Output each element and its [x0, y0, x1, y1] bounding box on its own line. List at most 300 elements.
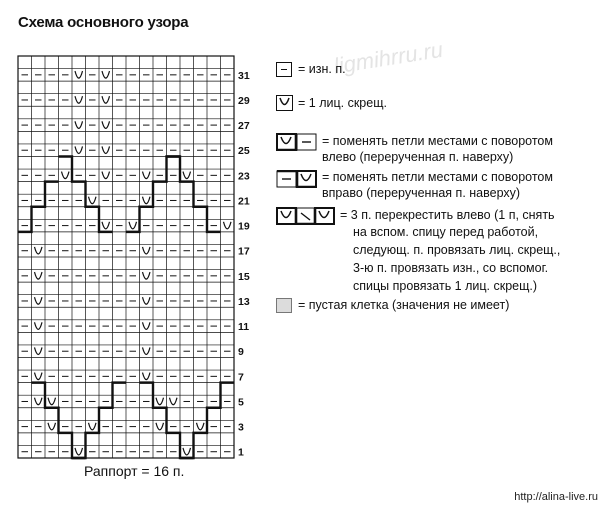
empty-row-cell: [86, 408, 100, 421]
legend-three-5: спицы провязать 1 лиц. скрещ.): [353, 279, 538, 293]
empty-row-cell: [32, 131, 46, 144]
empty-row-cell: [221, 232, 235, 245]
empty-row-cell: [126, 358, 140, 371]
row-number-label: 23: [238, 170, 250, 183]
empty-row-cell: [99, 56, 113, 69]
empty-row-cell: [167, 383, 181, 396]
empty-row-cell: [167, 207, 181, 220]
empty-row-cell: [140, 182, 154, 195]
empty-row-cell: [194, 383, 208, 396]
empty-row-cell: [140, 157, 154, 170]
empty-row-cell: [59, 56, 73, 69]
empty-row-cell: [45, 383, 59, 396]
empty-row-cell: [18, 106, 32, 119]
empty-row-cell: [59, 131, 73, 144]
knit-twisted-stitch: [48, 398, 56, 405]
empty-row-cell: [18, 56, 32, 69]
empty-row-cell: [113, 307, 127, 320]
knit-twisted-stitch: [143, 297, 151, 304]
empty-row-cell: [140, 106, 154, 119]
empty-row-cell: [113, 232, 127, 245]
empty-row-cell: [59, 307, 73, 320]
empty-row-cell: [72, 383, 86, 396]
knit-twisted-stitch: [89, 423, 97, 430]
empty-row-cell: [32, 182, 46, 195]
purl-symbol-icon: [276, 62, 292, 80]
empty-row-cell: [113, 282, 127, 295]
empty-row-cell: [167, 81, 181, 94]
empty-row-cell: [45, 182, 59, 195]
empty-row-cell: [153, 232, 167, 245]
empty-row-cell: [99, 307, 113, 320]
empty-row-cell: [32, 332, 46, 345]
empty-row-cell: [153, 81, 167, 94]
empty-row-cell: [72, 81, 86, 94]
empty-row-cell: [99, 207, 113, 220]
empty-row-cell: [207, 383, 221, 396]
knit-twisted-stitch: [35, 347, 43, 354]
empty-row-cell: [113, 56, 127, 69]
empty-row-cell: [140, 408, 154, 421]
empty-row-cell: [113, 257, 127, 270]
empty-row-cell: [45, 307, 59, 320]
empty-row-cell: [126, 182, 140, 195]
empty-row-cell: [99, 131, 113, 144]
empty-row-cell: [167, 182, 181, 195]
empty-row-cell: [194, 332, 208, 345]
empty-row-cell: [72, 282, 86, 295]
empty-row-cell: [140, 56, 154, 69]
empty-row-cell: [180, 131, 194, 144]
empty-row-cell: [45, 131, 59, 144]
knit-twisted-stitch: [35, 322, 43, 329]
empty-row-cell: [45, 332, 59, 345]
empty-row-cell: [207, 106, 221, 119]
empty-row-cell: [32, 81, 46, 94]
legend-three-1: = 3 п. перекрестить влево (1 п, снять: [340, 208, 555, 222]
empty-row-cell: [153, 182, 167, 195]
empty-row-cell: [194, 157, 208, 170]
empty-row-cell: [18, 433, 32, 446]
empty-row-cell: [32, 433, 46, 446]
knit-twisted-stitch: [170, 398, 178, 405]
empty-row-cell: [59, 383, 73, 396]
empty-row-cell: [194, 358, 208, 371]
empty-row-cell: [32, 408, 46, 421]
knit-twisted-stitch: [143, 172, 151, 179]
empty-row-cell: [59, 408, 73, 421]
row-number-label: 29: [238, 94, 250, 107]
empty-row-cell: [126, 408, 140, 421]
empty-row-cell: [140, 232, 154, 245]
empty-row-cell: [180, 332, 194, 345]
empty-row-cell: [126, 307, 140, 320]
empty-row-cell: [113, 131, 127, 144]
empty-row-cell: [113, 332, 127, 345]
knit-twisted-stitch: [102, 96, 110, 103]
empty-row-cell: [153, 383, 167, 396]
empty-row-cell: [18, 332, 32, 345]
empty-row-cell: [126, 433, 140, 446]
knit-twisted-stitch: [156, 423, 164, 430]
row-number-label: 19: [238, 220, 250, 233]
empty-row-cell: [126, 106, 140, 119]
empty-row-cell: [18, 408, 32, 421]
legend-cross-left-1: = поменять петли местами с поворотом: [322, 134, 553, 148]
empty-row-cell: [86, 131, 100, 144]
empty-row-cell: [32, 383, 46, 396]
watermark: ligmihrru.ru: [332, 36, 445, 79]
empty-row-cell: [45, 157, 59, 170]
repeat-label: Раппорт = 16 п.: [84, 463, 185, 479]
empty-row-cell: [99, 408, 113, 421]
knit-twisted-stitch: [48, 423, 56, 430]
empty-row-cell: [126, 56, 140, 69]
empty-row-cell: [18, 232, 32, 245]
legend-cross-left-2: влево (перерученная п. наверху): [322, 150, 514, 164]
empty-row-cell: [59, 358, 73, 371]
empty-row-cell: [45, 106, 59, 119]
empty-row-cell: [221, 56, 235, 69]
empty-row-cell: [126, 332, 140, 345]
empty-row-cell: [221, 408, 235, 421]
empty-row-cell: [221, 131, 235, 144]
empty-row-cell: [72, 358, 86, 371]
knit-twisted-stitch: [89, 197, 97, 204]
empty-row-cell: [18, 282, 32, 295]
empty-row-cell: [59, 106, 73, 119]
empty-row-cell: [207, 307, 221, 320]
empty-row-cell: [207, 131, 221, 144]
empty-row-cell: [72, 332, 86, 345]
empty-row-cell: [180, 257, 194, 270]
empty-row-cell: [126, 383, 140, 396]
knit-twisted-stitch: [75, 96, 83, 103]
empty-row-cell: [207, 433, 221, 446]
empty-row-cell: [126, 207, 140, 220]
empty-row-cell: [167, 307, 181, 320]
empty-row-cell: [99, 383, 113, 396]
empty-row-cell: [32, 307, 46, 320]
empty-row-cell: [86, 157, 100, 170]
empty-row-cell: [59, 157, 73, 170]
empty-row-cell: [45, 257, 59, 270]
empty-row-cell: [113, 207, 127, 220]
empty-row-cell: [113, 81, 127, 94]
knit-twisted-stitch: [102, 222, 110, 229]
empty-row-cell: [180, 358, 194, 371]
empty-row-cell: [45, 282, 59, 295]
empty-row-cell: [45, 56, 59, 69]
empty-row-cell: [72, 56, 86, 69]
row-number-label: 15: [238, 270, 250, 283]
empty-row-cell: [59, 332, 73, 345]
row-number-label: 9: [238, 346, 244, 359]
empty-row-cell: [194, 182, 208, 195]
empty-row-cell: [221, 358, 235, 371]
empty-row-cell: [126, 257, 140, 270]
knit-twisted-stitch: [224, 222, 232, 229]
empty-row-cell: [153, 106, 167, 119]
empty-row-cell: [18, 157, 32, 170]
empty-row-cell: [32, 232, 46, 245]
empty-row-cell: [140, 433, 154, 446]
empty-row-cell: [180, 182, 194, 195]
empty-row-cell: [140, 257, 154, 270]
empty-row-cell: [194, 81, 208, 94]
empty-row-cell: [180, 282, 194, 295]
empty-row-cell: [32, 282, 46, 295]
row-number-label: 1: [238, 446, 244, 459]
empty-row-cell: [207, 232, 221, 245]
knit-twisted-stitch: [35, 297, 43, 304]
row-number-label: 11: [238, 321, 250, 334]
empty-row-cell: [194, 433, 208, 446]
empty-row-cell: [32, 257, 46, 270]
row-number-label: 31: [238, 69, 250, 82]
empty-row-cell: [86, 433, 100, 446]
empty-row-cell: [207, 282, 221, 295]
row-number-label: 13: [238, 295, 250, 308]
empty-row-cell: [221, 332, 235, 345]
knit-twisted-stitch: [35, 247, 43, 254]
empty-row-cell: [167, 232, 181, 245]
empty-row-cell: [180, 56, 194, 69]
empty-row-cell: [180, 408, 194, 421]
empty-row-cell: [72, 433, 86, 446]
empty-row-cell: [167, 358, 181, 371]
empty-row-cell: [72, 182, 86, 195]
empty-row-cell: [126, 81, 140, 94]
knit-twisted-stitch: [183, 448, 191, 455]
cross-right-symbol-icon: [276, 170, 318, 193]
knit-twisted-stitch: [102, 172, 110, 179]
empty-row-cell: [86, 307, 100, 320]
empty-row-cell: [59, 81, 73, 94]
empty-row-cell: [207, 81, 221, 94]
knit-twisted-stitch: [183, 172, 191, 179]
empty-row-cell: [153, 131, 167, 144]
empty-row-cell: [86, 207, 100, 220]
empty-row-cell: [153, 358, 167, 371]
empty-row-cell: [18, 207, 32, 220]
empty-row-cell: [153, 332, 167, 345]
empty-row-cell: [18, 383, 32, 396]
empty-row-cell: [221, 157, 235, 170]
knit-twisted-stitch: [143, 197, 151, 204]
knit-twisted-stitch: [143, 272, 151, 279]
empty-row-cell: [72, 408, 86, 421]
empty-row-cell: [99, 257, 113, 270]
empty-row-cell: [99, 232, 113, 245]
knit-twisted-stitch: [102, 71, 110, 78]
chart-title: Схема основного узора: [18, 14, 189, 31]
knit-twisted-stitch: [102, 121, 110, 128]
empty-row-cell: [180, 232, 194, 245]
empty-row-cell: [153, 157, 167, 170]
legend-cross-right-1: = поменять петли местами с поворотом: [322, 170, 553, 184]
empty-row-cell: [194, 408, 208, 421]
empty-row-cell: [45, 207, 59, 220]
empty-row-cell: [221, 106, 235, 119]
empty-row-cell: [126, 157, 140, 170]
row-number-label: 17: [238, 245, 250, 258]
empty-row-cell: [180, 433, 194, 446]
knit-twisted-symbol-icon: [276, 95, 293, 116]
knit-twisted-stitch: [143, 373, 151, 380]
legend-cross-right-2: вправо (перерученная п. наверху): [322, 186, 521, 200]
knit-twisted-stitch: [75, 121, 83, 128]
empty-row-cell: [59, 232, 73, 245]
three-stitch-cross-symbol-icon: [276, 207, 336, 230]
empty-row-cell: [86, 81, 100, 94]
empty-row-cell: [153, 307, 167, 320]
empty-row-cell: [59, 182, 73, 195]
knit-twisted-stitch: [35, 398, 43, 405]
empty-row-cell: [207, 257, 221, 270]
empty-row-cell: [194, 232, 208, 245]
empty-row-cell: [72, 207, 86, 220]
empty-row-cell: [72, 307, 86, 320]
empty-row-cell: [86, 232, 100, 245]
empty-row-cell: [207, 332, 221, 345]
empty-row-cell: [207, 56, 221, 69]
empty-row-cell: [86, 383, 100, 396]
empty-row-cell: [167, 282, 181, 295]
empty-row-cell: [221, 81, 235, 94]
empty-row-cell: [167, 433, 181, 446]
empty-row-cell: [113, 358, 127, 371]
empty-row-cell: [194, 257, 208, 270]
empty-row-cell: [72, 131, 86, 144]
empty-row-cell: [45, 358, 59, 371]
empty-row-cell: [99, 81, 113, 94]
empty-row-cell: [18, 257, 32, 270]
row-number-label: 3: [238, 421, 244, 434]
knit-twisted-stitch: [129, 222, 137, 229]
empty-row-cell: [113, 182, 127, 195]
empty-row-cell: [167, 408, 181, 421]
empty-row-cell: [207, 182, 221, 195]
empty-row-cell: [167, 56, 181, 69]
empty-row-cell: [18, 131, 32, 144]
empty-row-cell: [194, 307, 208, 320]
empty-row-cell: [86, 282, 100, 295]
empty-row-cell: [18, 307, 32, 320]
empty-row-cell: [140, 307, 154, 320]
empty-row-cell: [32, 157, 46, 170]
row-number-label: 5: [238, 396, 244, 409]
empty-row-cell: [72, 157, 86, 170]
empty-row-cell: [86, 56, 100, 69]
empty-row-cell: [99, 433, 113, 446]
empty-row-cell: [221, 207, 235, 220]
empty-row-cell: [86, 358, 100, 371]
empty-row-cell: [153, 408, 167, 421]
legend-three-3: следующ. п. провязать лиц. скрещ.,: [353, 243, 561, 257]
empty-row-cell: [113, 383, 127, 396]
empty-row-cell: [180, 157, 194, 170]
empty-row-cell: [140, 81, 154, 94]
empty-row-cell: [126, 282, 140, 295]
empty-cell-symbol-icon: [276, 298, 292, 316]
empty-row-cell: [221, 282, 235, 295]
knit-twisted-stitch: [35, 373, 43, 380]
legend-three-2: на вспом. спицу перед работой,: [353, 225, 539, 239]
empty-row-cell: [72, 257, 86, 270]
cross-left-symbol-icon: [276, 133, 318, 156]
empty-row-cell: [194, 282, 208, 295]
empty-row-cell: [32, 56, 46, 69]
empty-row-cell: [180, 81, 194, 94]
empty-row-cell: [221, 257, 235, 270]
empty-row-cell: [153, 282, 167, 295]
empty-row-cell: [180, 207, 194, 220]
empty-row-cell: [99, 332, 113, 345]
empty-row-cell: [72, 106, 86, 119]
row-number-label: 7: [238, 371, 244, 384]
empty-row-cell: [180, 383, 194, 396]
knit-twisted-stitch: [35, 272, 43, 279]
empty-row-cell: [99, 358, 113, 371]
empty-row-cell: [113, 157, 127, 170]
empty-row-cell: [113, 106, 127, 119]
empty-row-cell: [45, 408, 59, 421]
row-number-label: 21: [238, 195, 250, 208]
empty-row-cell: [32, 106, 46, 119]
empty-row-cell: [167, 257, 181, 270]
empty-row-cell: [140, 282, 154, 295]
footer-url: http://alina-live.ru: [514, 491, 598, 503]
empty-row-cell: [167, 157, 181, 170]
row-number-label: 25: [238, 145, 250, 158]
empty-row-cell: [153, 56, 167, 69]
empty-row-cell: [207, 408, 221, 421]
empty-row-cell: [59, 207, 73, 220]
knit-twisted-stitch: [75, 146, 83, 153]
empty-row-cell: [99, 157, 113, 170]
empty-row-cell: [113, 433, 127, 446]
empty-row-cell: [45, 433, 59, 446]
empty-row-cell: [167, 106, 181, 119]
knit-twisted-stitch: [143, 247, 151, 254]
empty-row-cell: [86, 106, 100, 119]
empty-row-cell: [221, 307, 235, 320]
legend-three-4: 3-ю п. провязать изн., со вспомог.: [353, 261, 549, 275]
empty-row-cell: [113, 408, 127, 421]
legend-empty: = пустая клетка (значения не имеет): [298, 298, 510, 312]
empty-row-cell: [194, 131, 208, 144]
empty-row-cell: [18, 358, 32, 371]
row-number-label: 27: [238, 120, 250, 133]
empty-row-cell: [126, 131, 140, 144]
knit-twisted-stitch: [62, 172, 70, 179]
empty-row-cell: [180, 106, 194, 119]
empty-row-cell: [167, 131, 181, 144]
empty-row-cell: [140, 131, 154, 144]
empty-row-cell: [59, 282, 73, 295]
empty-row-cell: [207, 358, 221, 371]
empty-row-cell: [153, 433, 167, 446]
empty-row-cell: [59, 257, 73, 270]
empty-row-cell: [86, 332, 100, 345]
empty-row-cell: [194, 207, 208, 220]
legend-purl: = изн. п.: [298, 62, 346, 76]
empty-row-cell: [140, 383, 154, 396]
empty-row-cell: [59, 433, 73, 446]
empty-row-cell: [32, 207, 46, 220]
empty-row-cell: [99, 282, 113, 295]
